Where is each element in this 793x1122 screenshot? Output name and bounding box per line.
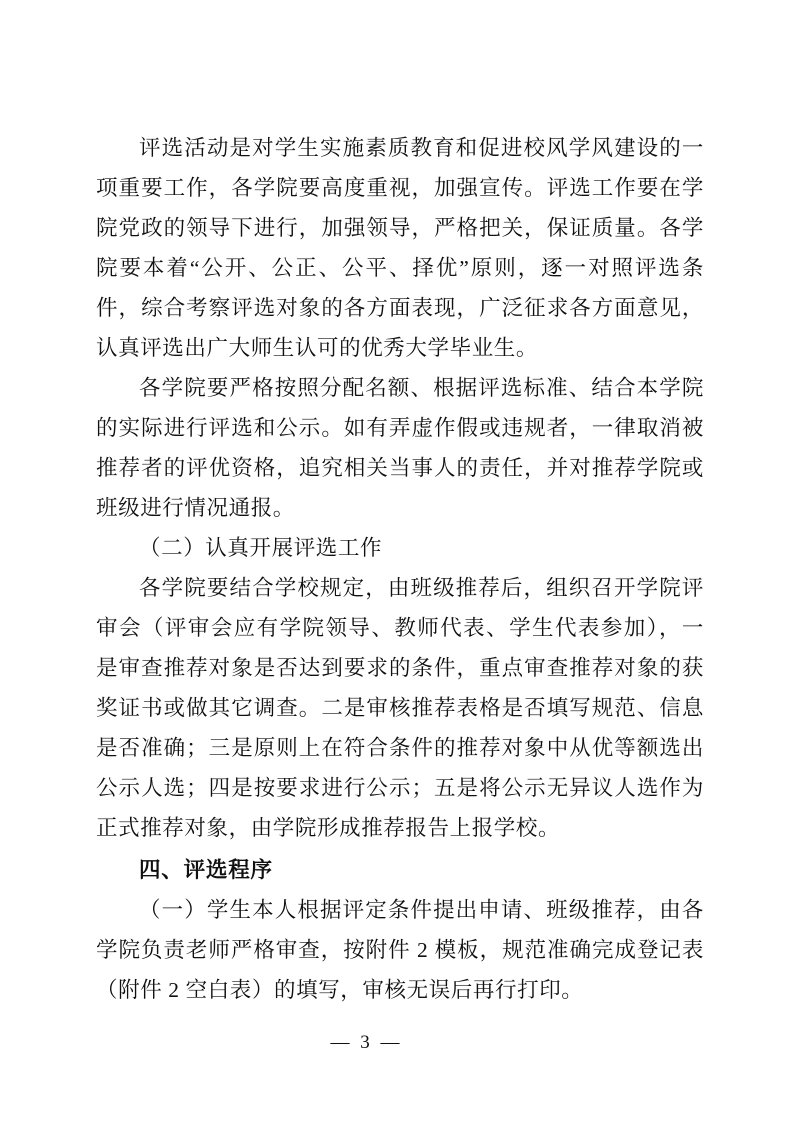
paragraph-subsection-two-title: （二）认真开展评选工作	[139, 536, 383, 560]
document-body	[96, 128, 704, 1010]
section-heading-four: 四、评选程序	[139, 858, 273, 882]
paragraph-application-process: （一）学生本人根据评定条件提出申请、班级推荐，由各学院负责老师严格审查，按附件 2 模板，规范准确完成登记表（附件 2 空白表）的填写，审核无误后再行打印。	[96, 898, 704, 1002]
paragraph-review-committee: 各学院要结合学校规定，由班级推荐后，组织召开学院评审会（评审会应有学院领导、教师代表、学生代表参加），一是审查推荐对象是否达到要求的条件，重点审查推荐对象的获奖证书或做其它调查。二是审核推荐表格是否填写规范、信息是否准确；三是原则上在符合条件的推荐对象中从优等额选出公示人选；四是按要求进行公示；五是将公示无异议人选作为正式推荐对象，由学院形成推荐报告上报学校。	[96, 576, 704, 840]
page-number: — 3 —	[330, 1032, 403, 1053]
paragraph-selection-activity: 评选活动是对学生实施素质教育和促进校风学风建设的一项重要工作，各学院要高度重视，加强宣传。评选工作要在学院党政的领导下进行，加强领导，严格把关，保证质量。各学院要本着“公开、公正、公平、择优”原则，逐一对照评选条件，综合考察评选对象的各方面表现，广泛征求各方面意见，认真评选出广大师生认可的优秀大学毕业生。	[96, 136, 704, 360]
paragraph-quota-and-publicity: 各学院要严格按照分配名额、根据评选标准、结合本学院的实际进行评选和公示。如有弄虚作假或违规者，一律取消被推荐者的评优资格，追究相关当事人的责任，并对推荐学院或班级进行情况通报。	[96, 376, 704, 520]
page-footer	[0, 1032, 793, 1054]
